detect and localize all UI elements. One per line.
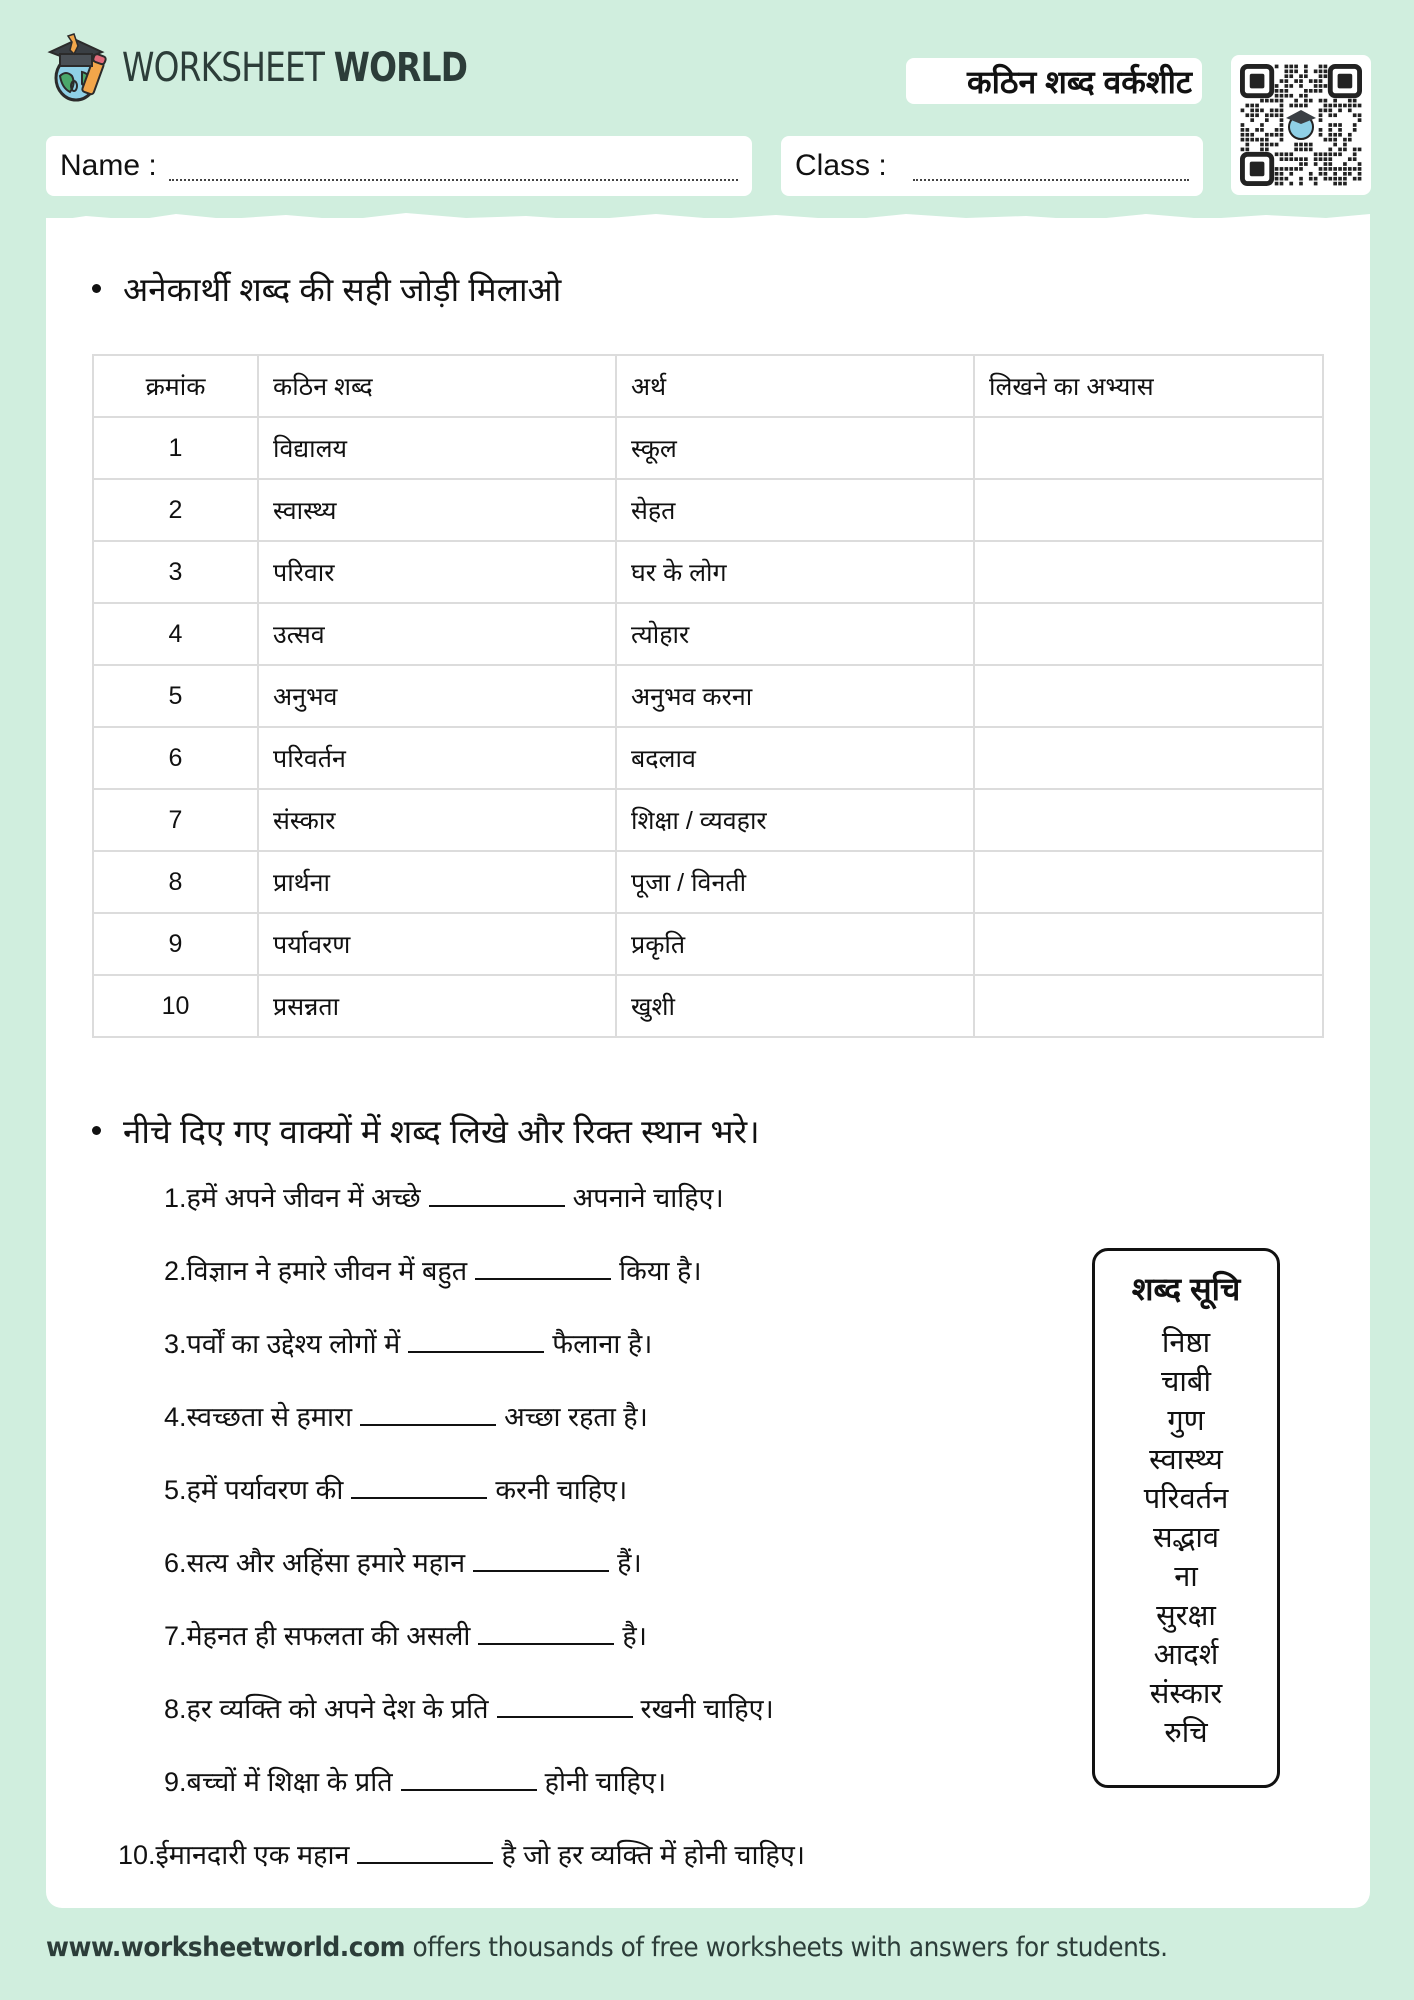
- sentence-number: 8.: [164, 1694, 187, 1724]
- row-word: स्वास्थ्य: [258, 479, 616, 541]
- row-word: प्रार्थना: [258, 851, 616, 913]
- section1-title: अनेकार्थी शब्द की सही जोड़ी मिलाओ: [92, 266, 561, 311]
- word-bank-item: सद्भाव: [1152, 1522, 1220, 1554]
- graduation-globe-pencil-icon: [46, 32, 114, 104]
- row-practice-cell[interactable]: [974, 417, 1323, 479]
- bullet-icon: [92, 284, 101, 293]
- sentence-item: [164, 1762, 666, 1799]
- table-row: [93, 789, 1323, 851]
- sentence-number: 2.: [164, 1256, 187, 1286]
- sentence-text-before: बच्चों में शिक्षा के प्रति: [186, 1767, 393, 1797]
- word-bank-item: ना: [1174, 1561, 1198, 1593]
- sentence-text-before: ईमानदारी एक महान: [155, 1840, 350, 1870]
- fill-blank[interactable]: [475, 1277, 611, 1280]
- row-word: उत्सव: [258, 603, 616, 665]
- footer-text: www.worksheetworld.com offers thousands of free worksheets with answers for students.: [46, 1932, 1168, 1963]
- fill-blank[interactable]: [478, 1642, 614, 1645]
- sentence-item: [164, 1178, 724, 1215]
- brand-logo: [46, 32, 543, 104]
- sentence-text-after: अपनाने चाहिए।: [572, 1183, 724, 1213]
- row-number: 7: [93, 789, 258, 851]
- sentence-text-before: सत्य और अहिंसा हमारे महान: [186, 1548, 466, 1578]
- sentence-text-after: करनी चाहिए।: [495, 1475, 628, 1505]
- sentence-number: 5.: [164, 1475, 187, 1505]
- row-meaning: पूजा / विनती: [616, 851, 974, 913]
- sentence-number: 7.: [164, 1621, 187, 1651]
- row-practice-cell[interactable]: [974, 665, 1323, 727]
- sentence-text-after: रखनी चाहिए।: [640, 1694, 774, 1724]
- row-number: 6: [93, 727, 258, 789]
- row-practice-cell[interactable]: [974, 975, 1323, 1037]
- col-header-meaning: अर्थ: [616, 355, 974, 417]
- row-meaning: अनुभव करना: [616, 665, 974, 727]
- brand-name: WORKSHEET WORLD: [122, 45, 468, 91]
- table-header-row: [93, 355, 1323, 417]
- table-row: [93, 975, 1323, 1037]
- sentence-text-before: मेहनत ही सफलता की असली: [186, 1621, 471, 1651]
- sentence-item: [164, 1324, 652, 1361]
- word-bank-item: सुरक्षा: [1156, 1600, 1216, 1632]
- sentence-text-before: पर्वों का उद्देश्य लोगों में: [186, 1329, 401, 1359]
- row-meaning: सेहत: [616, 479, 974, 541]
- row-practice-cell[interactable]: [974, 603, 1323, 665]
- sentence-text-before: स्वच्छता से हमारा: [186, 1402, 353, 1432]
- name-field[interactable]: [46, 136, 752, 196]
- fill-blank[interactable]: [360, 1423, 496, 1426]
- row-word: विद्यालय: [258, 417, 616, 479]
- sentence-number: 10.: [118, 1840, 156, 1870]
- row-meaning: खुशी: [616, 975, 974, 1037]
- sentence-text-before: विज्ञान ने हमारे जीवन में बहुत: [186, 1256, 468, 1286]
- fill-blank[interactable]: [351, 1496, 487, 1499]
- row-meaning: प्रकृति: [616, 913, 974, 975]
- table-row: [93, 417, 1323, 479]
- sentence-item: [164, 1251, 702, 1288]
- row-number: 3: [93, 541, 258, 603]
- sentence-number: 4.: [164, 1402, 187, 1432]
- bullet-icon: [92, 1126, 101, 1135]
- col-header-number: क्रमांक: [93, 355, 258, 417]
- sentence-text-after: है जो हर व्यक्ति में होनी चाहिए।: [501, 1840, 806, 1870]
- sentence-item: [164, 1470, 627, 1507]
- row-number: 2: [93, 479, 258, 541]
- sentence-number: 6.: [164, 1548, 187, 1578]
- word-bank-title: शब्द सूचि: [1131, 1271, 1241, 1307]
- class-field[interactable]: [781, 136, 1203, 196]
- section2-title: नीचे दिए गए वाक्यों में शब्द लिखे और रिक्त स्थान भरे।: [92, 1108, 760, 1153]
- word-bank-item: निष्ठा: [1161, 1327, 1211, 1359]
- row-meaning: त्योहार: [616, 603, 974, 665]
- table-row: [93, 851, 1323, 913]
- row-practice-cell[interactable]: [974, 479, 1323, 541]
- row-word: संस्कार: [258, 789, 616, 851]
- row-meaning: शिक्षा / व्यवहार: [616, 789, 974, 851]
- fill-blank[interactable]: [497, 1715, 633, 1718]
- qr-code: [1231, 55, 1371, 195]
- row-practice-cell[interactable]: [974, 789, 1323, 851]
- class-label: Class :: [795, 149, 887, 182]
- table-row: [93, 603, 1323, 665]
- row-word: प्रसन्नता: [258, 975, 616, 1037]
- sentence-text-after: अच्छा रहता है।: [504, 1402, 648, 1432]
- row-meaning: स्कूल: [616, 417, 974, 479]
- col-header-word: कठिन शब्द: [258, 355, 616, 417]
- word-bank-item: संस्कार: [1149, 1678, 1223, 1710]
- sentence-text-before: हर व्यक्ति को अपने देश के प्रति: [186, 1694, 489, 1724]
- word-table: [92, 354, 1324, 1038]
- word-bank-item: रुचि: [1164, 1717, 1208, 1749]
- row-practice-cell[interactable]: [974, 913, 1323, 975]
- sentence-text-after: किया है।: [619, 1256, 702, 1286]
- word-bank-item: आदर्श: [1153, 1639, 1219, 1671]
- fill-blank[interactable]: [473, 1569, 609, 1572]
- row-number: 4: [93, 603, 258, 665]
- sentence-text-before: हमें अपने जीवन में अच्छे: [186, 1183, 421, 1213]
- table-row: [93, 727, 1323, 789]
- sentence-number: 3.: [164, 1329, 187, 1359]
- sentence-text-after: होनी चाहिए।: [544, 1767, 667, 1797]
- sentence-item: [164, 1616, 647, 1653]
- row-number: 5: [93, 665, 258, 727]
- worksheet-title: कठिन शब्द वर्कशीट: [906, 58, 1202, 104]
- row-word: परिवार: [258, 541, 616, 603]
- row-practice-cell[interactable]: [974, 851, 1323, 913]
- word-bank-item: गुण: [1167, 1405, 1205, 1437]
- table-row: [93, 541, 1323, 603]
- row-number: 1: [93, 417, 258, 479]
- table-row: [93, 913, 1323, 975]
- row-meaning: घर के लोग: [616, 541, 974, 603]
- sentence-text-after: है।: [622, 1621, 647, 1651]
- sentence-item: [164, 1397, 648, 1434]
- fill-blank[interactable]: [401, 1788, 537, 1791]
- sentence-item: [164, 1689, 774, 1726]
- word-bank-item: स्वास्थ्य: [1149, 1444, 1223, 1476]
- sentence-text-before: हमें पर्यावरण की: [186, 1475, 344, 1505]
- sentence-text-after: फैलाना है।: [552, 1329, 653, 1359]
- sentence-number: 1.: [164, 1183, 187, 1213]
- sentence-item: [118, 1835, 805, 1872]
- row-meaning: बदलाव: [616, 727, 974, 789]
- row-word: पर्यावरण: [258, 913, 616, 975]
- row-number: 9: [93, 913, 258, 975]
- class-input-line[interactable]: [913, 179, 1189, 181]
- fill-blank[interactable]: [408, 1350, 544, 1353]
- qr-code-icon: [1240, 64, 1362, 186]
- row-number: 8: [93, 851, 258, 913]
- name-label: Name :: [60, 149, 157, 182]
- fill-blank[interactable]: [429, 1204, 565, 1207]
- row-word: अनुभव: [258, 665, 616, 727]
- word-bank: [1092, 1248, 1280, 1788]
- row-practice-cell[interactable]: [974, 541, 1323, 603]
- footer-site-link[interactable]: www.worksheetworld.com: [46, 1932, 406, 1963]
- table-row: [93, 665, 1323, 727]
- word-bank-item: परिवर्तन: [1143, 1483, 1229, 1515]
- name-input-line[interactable]: [169, 179, 738, 181]
- word-bank-item: चाबी: [1161, 1366, 1211, 1398]
- col-header-practice: लिखने का अभ्यास: [974, 355, 1323, 417]
- row-number: 10: [93, 975, 258, 1037]
- table-row: [93, 479, 1323, 541]
- row-practice-cell[interactable]: [974, 727, 1323, 789]
- sentence-item: [164, 1543, 642, 1580]
- sentence-text-after: हैं।: [617, 1548, 642, 1578]
- fill-blank[interactable]: [357, 1861, 493, 1864]
- sentence-number: 9.: [164, 1767, 187, 1797]
- row-word: परिवर्तन: [258, 727, 616, 789]
